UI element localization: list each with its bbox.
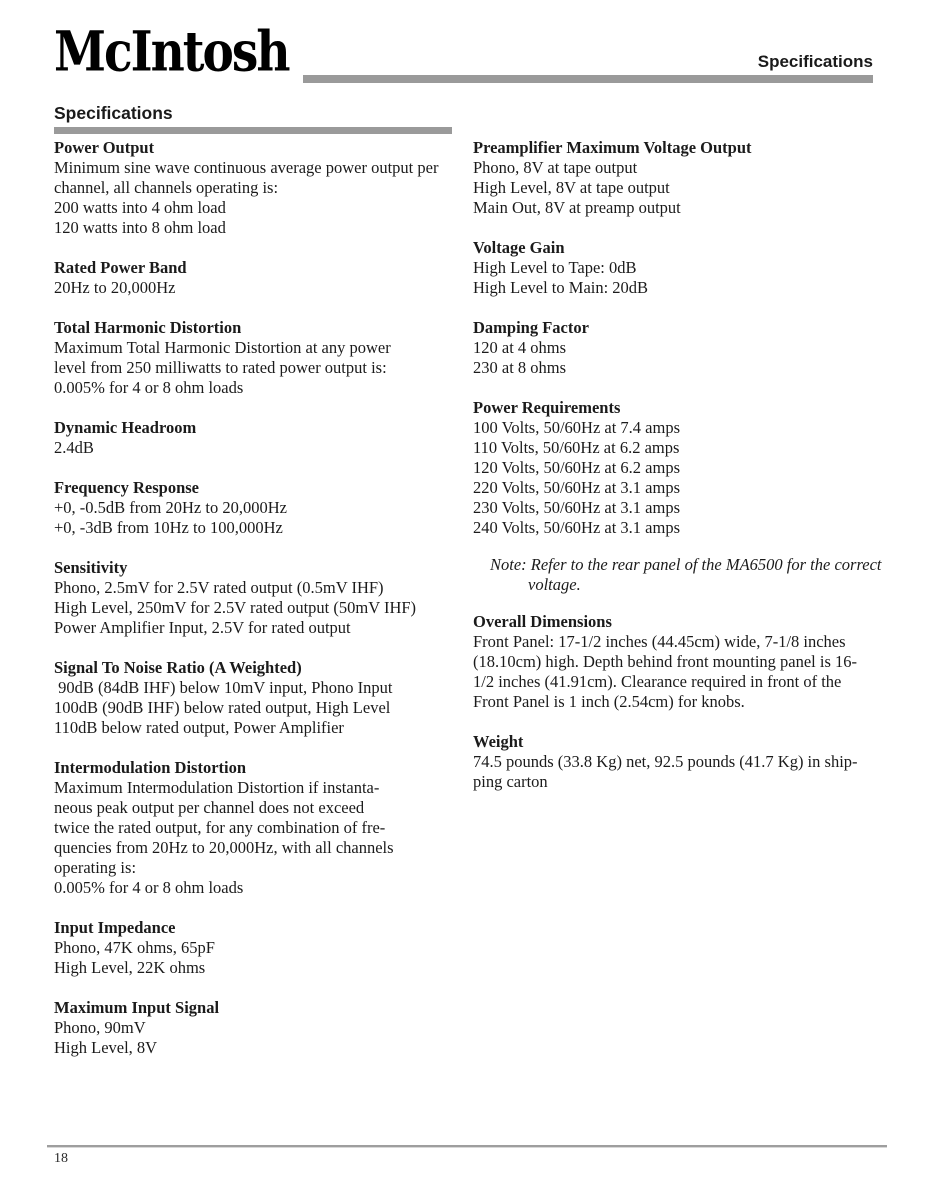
- section-line: Phono, 2.5mV for 2.5V rated output (0.5mV IHF): [54, 578, 384, 597]
- section-heading: Rated Power Band: [54, 258, 187, 277]
- note-line: Note: Refer to the rear panel of the MA6500 for the correct: [490, 555, 882, 574]
- section-line: twice the rated output, for any combination of fre-: [54, 818, 386, 837]
- section-line: High Level, 8V at tape output: [473, 178, 670, 197]
- spec-section: [473, 138, 885, 218]
- header-rule: [303, 75, 874, 83]
- section-heading: Sensitivity: [54, 558, 128, 577]
- section-line: 120 watts into 8 ohm load: [54, 218, 226, 237]
- section-line: 100dB (90dB IHF) below rated output, High Level: [54, 698, 391, 717]
- page-number: 18: [54, 1151, 68, 1166]
- section-line: Front Panel is 1 inch (2.54cm) for knobs.: [473, 692, 745, 711]
- spec-section: [54, 418, 455, 458]
- section-line: Minimum sine wave continuous average power output per: [54, 158, 439, 177]
- page-header: [54, 19, 873, 85]
- section-line: 230 Volts, 50/60Hz at 3.1 amps: [473, 498, 681, 517]
- spec-section: [473, 398, 885, 538]
- section-line: level from 250 milliwatts to rated power output is:: [54, 358, 387, 377]
- section-heading: Power Requirements: [473, 398, 621, 417]
- section-line: 0.005% for 4 or 8 ohm loads: [54, 878, 244, 897]
- note-line: voltage.: [528, 575, 581, 594]
- spec-section: [54, 998, 455, 1058]
- section-heading: Dynamic Headroom: [54, 418, 197, 437]
- spec-section: [54, 758, 455, 898]
- section-line: High Level, 22K ohms: [54, 958, 206, 977]
- note-section: [473, 555, 885, 595]
- section-line: 230 at 8 ohms: [473, 358, 567, 377]
- spec-section: [473, 732, 885, 792]
- header-right: [303, 22, 874, 83]
- spec-section: [54, 918, 455, 978]
- section-line: 220 Volts, 50/60Hz at 3.1 amps: [473, 478, 681, 497]
- spec-section: [54, 558, 455, 638]
- section-line: 100 Volts, 50/60Hz at 7.4 amps: [473, 418, 681, 437]
- section-line: Front Panel: 17-1/2 inches (44.45cm) wide, 7-1/8 inches: [473, 632, 846, 651]
- section-line: 20Hz to 20,000Hz: [54, 278, 176, 297]
- left-column: [54, 138, 455, 1078]
- section-line: 1/2 inches (41.91cm). Clearance required in front of the: [473, 672, 842, 691]
- section-line: 90dB (84dB IHF) below 10mV input, Phono Input: [54, 678, 393, 697]
- section-line: 120 Volts, 50/60Hz at 6.2 amps: [473, 458, 681, 477]
- spec-section: [473, 318, 885, 378]
- section-line: +0, -3dB from 10Hz to 100,000Hz: [54, 518, 283, 537]
- section-line: operating is:: [54, 858, 137, 877]
- section-line: Maximum Intermodulation Distortion if instanta-: [54, 778, 380, 797]
- section-line: Phono, 90mV: [54, 1018, 146, 1037]
- section-line: 240 Volts, 50/60Hz at 3.1 amps: [473, 518, 681, 537]
- section-line: 74.5 pounds (33.8 Kg) net, 92.5 pounds (41.7 Kg) in ship-: [473, 752, 858, 771]
- section-line: +0, -0.5dB from 20Hz to 20,000Hz: [54, 498, 287, 517]
- spec-section: [473, 612, 885, 712]
- section-line: channel, all channels operating is:: [54, 178, 279, 197]
- section-heading: Signal To Noise Ratio (A Weighted): [54, 658, 302, 677]
- section-line: ping carton: [473, 772, 548, 791]
- footer-rule: [47, 1145, 887, 1148]
- section-heading: Input Impedance: [54, 918, 176, 937]
- section-heading: Total Harmonic Distortion: [54, 318, 242, 337]
- spec-section: [54, 138, 455, 238]
- right-column: [473, 138, 885, 1078]
- section-line: neous peak output per channel does not exceed: [54, 798, 365, 817]
- spec-section: [54, 258, 455, 298]
- section-heading: Power Output: [54, 138, 155, 157]
- spec-section: [473, 238, 885, 298]
- section-heading: Maximum Input Signal: [54, 998, 220, 1017]
- section-line: 200 watts into 4 ohm load: [54, 198, 226, 217]
- section-line: 2.4dB: [54, 438, 94, 457]
- section-line: 0.005% for 4 or 8 ohm loads: [54, 378, 244, 397]
- section-heading: Voltage Gain: [473, 238, 565, 257]
- section-line: Maximum Total Harmonic Distortion at any power: [54, 338, 391, 357]
- section-line: High Level, 8V: [54, 1038, 158, 1057]
- section-line: Power Amplifier Input, 2.5V for rated output: [54, 618, 351, 637]
- section-heading: Overall Dimensions: [473, 612, 612, 631]
- section-heading: Intermodulation Distortion: [54, 758, 247, 777]
- title-block: [54, 104, 452, 134]
- section-line: 110dB below rated output, Power Amplifier: [54, 718, 344, 737]
- title-rule: [54, 127, 452, 134]
- spec-section: [54, 478, 455, 538]
- section-line: High Level to Tape: 0dB: [473, 258, 637, 277]
- section-line: Phono, 47K ohms, 65pF: [54, 938, 215, 957]
- section-heading: Weight: [473, 732, 524, 751]
- spec-columns: [54, 138, 885, 1078]
- spec-section: [54, 658, 455, 738]
- section-line: (18.10cm) high. Depth behind front mounting panel is 16-: [473, 652, 858, 671]
- section-line: High Level to Main: 20dB: [473, 278, 649, 297]
- section-line: 120 at 4 ohms: [473, 338, 567, 357]
- section-heading: Preamplifier Maximum Voltage Output: [473, 138, 752, 157]
- section-heading: Damping Factor: [473, 318, 589, 337]
- section-line: 110 Volts, 50/60Hz at 6.2 amps: [473, 438, 680, 457]
- page-title: Specifications: [54, 103, 173, 123]
- section-heading: Frequency Response: [54, 478, 199, 497]
- section-line: High Level, 250mV for 2.5V rated output (50mV IHF): [54, 598, 417, 617]
- section-line: Main Out, 8V at preamp output: [473, 198, 681, 217]
- spec-section: [54, 318, 455, 398]
- section-line: quencies from 20Hz to 20,000Hz, with all channels: [54, 838, 394, 857]
- mcintosh-logo: McIntosh: [54, 19, 289, 85]
- header-section-label: Specifications: [757, 52, 873, 71]
- section-line: Phono, 8V at tape output: [473, 158, 638, 177]
